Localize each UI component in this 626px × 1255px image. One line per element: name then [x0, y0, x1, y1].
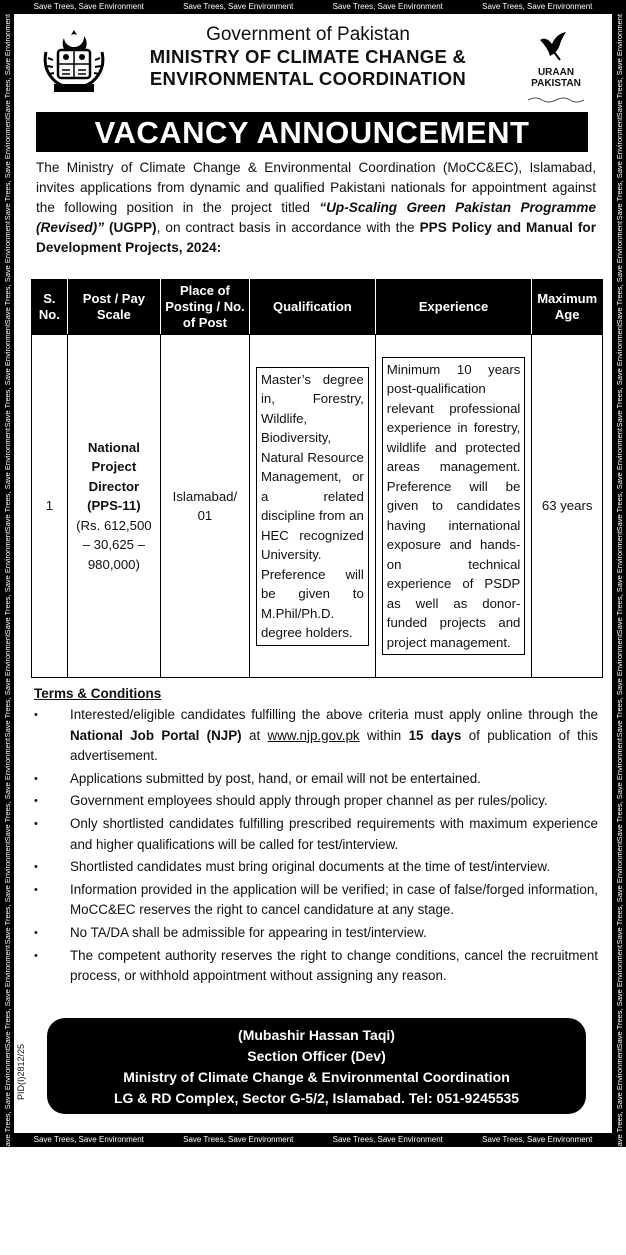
table-header-row [32, 280, 603, 335]
pid-number: PID(I)2812/25 [16, 1043, 26, 1100]
table-row [32, 335, 603, 678]
deadline-days: 15 days [408, 727, 462, 743]
term-text: of publication of this advertisement. [70, 727, 598, 764]
njp-name: National Job Portal (NJP) [70, 727, 242, 743]
government-title: Government of Pakistan [206, 24, 410, 45]
cell-post [67, 335, 160, 678]
list-item: • The competent authority reserves the right to change conditions, cancel the recruitment process, or withhold appointment without assigning any reason. [34, 946, 598, 987]
border-slogan: Save Trees, Save Environment [614, 737, 624, 842]
border-slogan: Save Trees, Save Environment [614, 944, 624, 1048]
cell-sno: 1 [32, 335, 68, 678]
header-experience: Experience [375, 280, 532, 335]
uraan-urdu-script-icon [526, 96, 586, 102]
signature-block [47, 1018, 586, 1114]
post-pay-scale: (Rs. 612,500 – 30,625 – 980,000) [76, 517, 152, 572]
terms-heading: Terms & Conditions [34, 686, 162, 701]
office-address: LG & RD Complex, Sector G-5/2, Islamabad. Tel: 051-9245535 [113, 1090, 520, 1106]
header-age: Maximum Age [532, 280, 603, 335]
border-slogan: Save Trees, Save Environment [614, 530, 624, 635]
header [30, 20, 596, 105]
vacancy-banner: VACANCY ANNOUNCEMENT [36, 112, 588, 152]
border-slogan: Save Trees, Save Environment [614, 841, 624, 945]
border-slogan: Save Trees, Save Environment [183, 2, 294, 11]
ministry-title-line2: ENVIRONMENTAL COORDINATION [149, 68, 467, 89]
border-slogan: Save Trees, Save Environment [33, 2, 144, 11]
border-slogan: Save Trees, Save Environment [614, 1047, 624, 1152]
border-slogan: Save Trees, Save Environment [2, 427, 12, 531]
border-slogan: Save Trees, Save Environment [33, 1135, 144, 1144]
border-slogan: Save Trees, Save Environment [332, 1135, 443, 1144]
border-slogan: Save Trees, Save Environment [2, 324, 12, 428]
border-slogan: Save Trees, Save Environment [614, 14, 624, 118]
uraan-bird-icon [536, 30, 576, 62]
border-slogan: Save Trees, Save Environment [614, 220, 624, 325]
office-name: Ministry of Climate Change & Environmental Coordination [123, 1069, 510, 1085]
border-slogan: Save Trees, Save Environment [2, 634, 12, 738]
uraan-pakistan-logo [516, 30, 596, 100]
project-abbr: (UGPP) [104, 220, 157, 235]
border-strip-top [14, 0, 612, 14]
border-strip-right [612, 14, 626, 1255]
border-strip-bottom [14, 1133, 612, 1147]
uraan-logo-text-line2: PAKISTAN [531, 78, 581, 89]
njp-website-link[interactable]: www.njp.gov.pk [267, 727, 360, 743]
experience-text: Minimum 10 years post-qualification relevant professional experience in forestry, wildlife and protected areas management. Preference will be given to candidates having international exposure and hands-on technical experience of PSDP as well as donor-funded projects and project management. [382, 357, 526, 656]
ministry-title-line1: MINISTRY OF CLIMATE CHANGE & [149, 46, 467, 67]
terms-list [34, 705, 598, 987]
border-slogan: Save Trees, Save Environment [332, 2, 443, 11]
border-slogan: Save Trees, Save Environment [2, 117, 12, 221]
border-slogan: Save Trees, Save Environment [2, 944, 12, 1048]
border-corner [0, 0, 14, 14]
border-slogan: Save Trees, Save Environment [614, 324, 624, 428]
list-item: • Government employees should apply through proper channel as per rules/policy. [34, 791, 598, 812]
border-slogan: Save Trees, Save Environment [2, 841, 12, 945]
policy-reference: PPS Policy and Manual for Development Projects, 2024: [36, 220, 596, 255]
list-item: • Shortlisted candidates must bring original documents at the time of test/interview. [34, 857, 598, 878]
term-text: at [241, 727, 268, 743]
border-slogan: Save Trees, Save Environment [2, 737, 12, 842]
border-strip-left [0, 14, 14, 1255]
officer-name: (Mubashir Hassan Taqi) [238, 1027, 395, 1043]
qualification-text: Master’s degree in, Forestry, Wildlife, Biodiversity, Natural Resource Management, or a related discipline from an HEC recognized University. Preference will be given to M.Phil/Ph.D. degree holders. [256, 367, 369, 646]
uraan-logo-text-line1: URAAN [537, 67, 575, 78]
cell-age: 63 years [532, 335, 603, 678]
cell-place: Islamabad/ 01 [160, 335, 249, 678]
border-slogan: Save Trees, Save Environment [2, 14, 12, 118]
header-titles [120, 24, 496, 90]
term-text: Interested/eligible candidates fulfilling the above criteria must apply online through the [70, 707, 598, 722]
border-slogan: Save Trees, Save Environment [183, 1135, 294, 1144]
list-item: • Information provided in the application will be verified; in case of false/forged information, MoCC&EC reserves the right to cancel candidature at any stage. [34, 880, 598, 921]
officer-designation: Section Officer (Dev) [247, 1048, 386, 1064]
header-sno: S. No. [32, 280, 68, 335]
border-slogan: Save Trees, Save Environment [614, 1151, 624, 1255]
intro-paragraph [36, 158, 596, 258]
border-slogan: Save Trees, Save Environment [2, 530, 12, 635]
list-item: • No TA/DA shall be admissible for appearing in test/interview. [34, 923, 598, 944]
header-place: Place of Posting / No. of Post [160, 280, 249, 335]
list-item: • Applications submitted by post, hand, or email will not be entertained. [34, 769, 598, 790]
border-slogan: Save Trees, Save Environment [614, 117, 624, 221]
pakistan-state-emblem-icon [40, 28, 108, 96]
cell-experience [375, 335, 532, 678]
border-slogan: Save Trees, Save Environment [2, 220, 12, 325]
border-slogan: Save Trees, Save Environment [614, 427, 624, 531]
intro-text: The Ministry of Climate Change & Environmental Coordination (MoCC&EC), Islamabad, invites applications from dynamic and qualified Pakistani nationals for appointment against the following position in the project titled [36, 160, 596, 215]
project-title: “Up-Scaling Green Pakistan Programme (Revised)” [36, 200, 597, 235]
cell-qualification [249, 335, 375, 678]
intro-text-2: , on contract basis in accordance with the [156, 220, 420, 235]
vacancy-table [31, 279, 603, 678]
border-slogan: Save Trees, Save Environment [2, 1047, 12, 1152]
list-item: • Only shortlisted candidates fulfilling prescribed requirements with maximum experience and higher qualifications will be called for test/interview. [34, 814, 598, 855]
term-text: within [359, 727, 409, 743]
border-slogan: Save Trees, Save Environment [2, 1151, 12, 1255]
terms-section [34, 685, 598, 989]
border-slogan: Save Trees, Save Environment [482, 2, 593, 11]
border-slogan: Save Trees, Save Environment [482, 1135, 593, 1144]
border-corner [612, 0, 626, 14]
header-post: Post / Pay Scale [67, 280, 160, 335]
list-item [34, 705, 598, 767]
post-title: National Project Director (PPS-11) [87, 439, 141, 514]
border-slogan: Save Trees, Save Environment [614, 634, 624, 738]
header-qualification: Qualification [249, 280, 375, 335]
